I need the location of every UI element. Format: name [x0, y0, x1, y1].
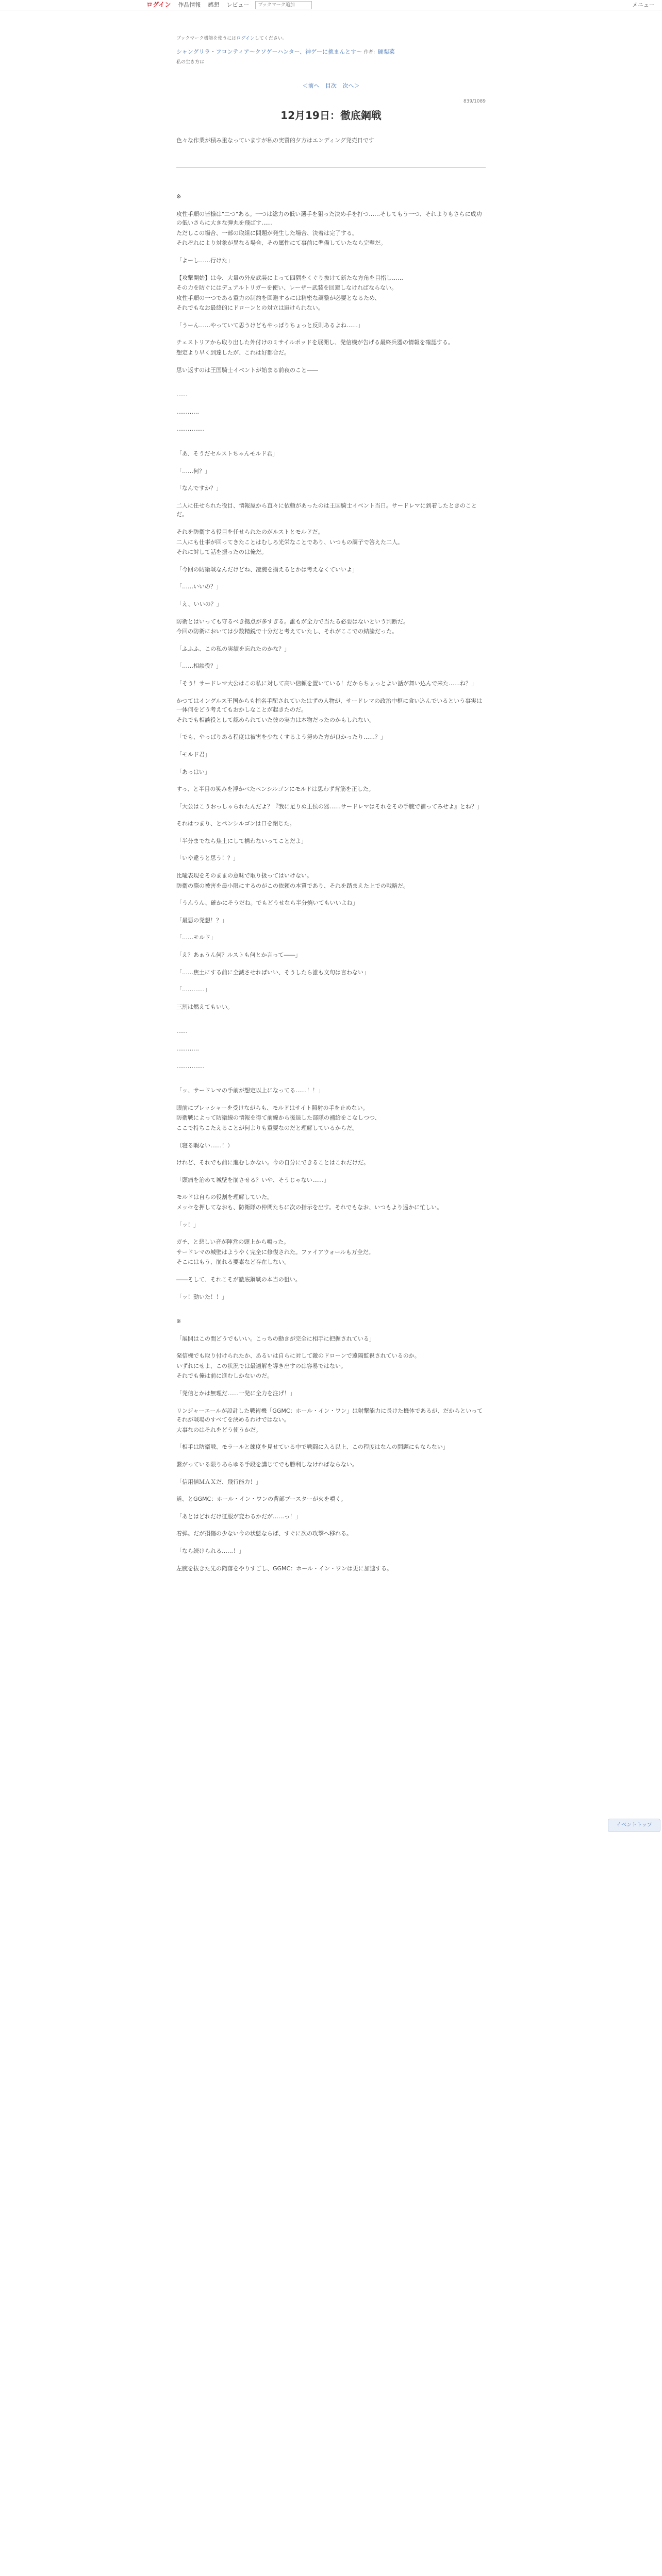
body-line: 「あとはどれだけ征服が変わるかだが……っ！」	[176, 1513, 301, 1520]
body-line: 「なら続けられる……！」	[176, 1548, 244, 1555]
body-line: それぞれにより対象が異なる場合、その属性にて事前に準備していたなら完璧だ。	[176, 240, 386, 247]
body-line	[176, 1268, 486, 1270]
bookmark-notice	[176, 35, 486, 42]
body-line	[176, 846, 486, 849]
episode-pager	[176, 81, 486, 91]
body-line	[176, 760, 486, 762]
body-line: いずれにせよ、この状況では最適解を導き出すのは容易ではない。	[176, 1362, 346, 1369]
body-line: ※	[176, 1318, 181, 1325]
series-title-link[interactable]: シャングリラ・フロンティア〜クソゲーハンター、神ゲーに挑まんとす〜	[176, 48, 362, 56]
body-line	[176, 829, 486, 832]
body-line	[176, 1435, 486, 1437]
body-line	[176, 1168, 486, 1171]
body-line: 想定より早く到達したが、これは好都合だ。	[176, 349, 290, 357]
episode-body	[176, 192, 486, 1573]
body-line	[176, 689, 486, 691]
body-line	[176, 249, 486, 251]
body-line: 今回の防衛においては少数精鋭で十分だと考えていたし、それがここでの結論だった。	[176, 628, 398, 635]
body-line	[176, 575, 486, 577]
episode-number: 839/1089	[463, 98, 486, 104]
body-line	[176, 1310, 486, 1312]
body-line	[176, 654, 486, 656]
body-line: 「ッ！」	[176, 1221, 199, 1228]
body-line: サードレマの城壁はようやく完全に修復された。ファイアウォールも万全だ。	[176, 1248, 374, 1256]
body-line: 二人にも仕事が回ってきたことはむしろ光栄なことであり、いつもの調子で答えた二人。	[176, 538, 403, 546]
body-line: 「大公はこうおっしゃられたんだよ？『我に足りぬ王侯の器……サードレマはそれをその手腕で補ってみせよ』とね？」	[176, 803, 483, 810]
body-line	[176, 1285, 486, 1287]
body-line	[176, 359, 486, 361]
body-line: 「あ、そうだセルストちゃんモルド君」	[176, 450, 278, 457]
body-line	[176, 1134, 486, 1136]
body-line: 「なんですか？」	[176, 485, 222, 492]
body-line	[176, 376, 486, 378]
notice-login-link[interactable]: ログイン	[236, 36, 255, 41]
body-line: それでもなお最終的にドローンとの対立は避けられない。	[176, 304, 324, 312]
body-line	[176, 926, 486, 928]
series-header	[176, 47, 486, 57]
body-line	[176, 795, 486, 797]
body-line	[176, 1487, 486, 1489]
body-line	[176, 592, 486, 595]
body-line	[176, 672, 486, 674]
body-line: …………	[176, 1045, 199, 1053]
body-line: それでも俺は前に進むしかないのだ。	[176, 1372, 273, 1380]
body-line	[176, 494, 486, 496]
body-line	[176, 864, 486, 866]
body-line: 「うーん……やっていて思うけどもやっぱりちょっと反則あるよね……」	[176, 321, 363, 329]
body-line	[176, 1399, 486, 1401]
body-line: ガチ、と悲しい音が陣営の頭上から鳴った。	[176, 1239, 290, 1246]
body-line	[176, 331, 486, 333]
body-line: 「頭痛を治めて城壁を崩させる？いや、そうじゃない……」	[176, 1176, 329, 1183]
body-line	[176, 1302, 486, 1304]
body-line	[176, 1213, 486, 1215]
body-line	[176, 400, 486, 402]
body-line: 比喩表現をそのままの意味で取り扱ってはいけない。	[176, 872, 312, 879]
body-line: 道、とGGMC：ホール・イン・ワンの背部ブースターが火を噴く。	[176, 1496, 346, 1503]
chapter-subtitle: 私の生き方は	[176, 59, 205, 65]
body-line: 「……いいの？」	[176, 583, 222, 590]
body-line	[176, 1230, 486, 1232]
body-line: 防衛の際の被害を最小限にするのがこの依頼の本質であり、それを踏まえた上での戦略だ。	[176, 882, 409, 889]
episode-preface: 色々な作業が積み重なっていますが私の実質的夕方はエンディング発売日です	[176, 137, 374, 144]
nav-link-comments[interactable]: 感想	[208, 1, 220, 8]
login-link[interactable]: ログイン	[146, 1, 171, 8]
body-line: 【攻撃開始】は今、大量の外皮武装によって四隅をくぐり抜けて新たな方角を目指し……	[176, 274, 403, 281]
body-line: ……	[176, 1028, 188, 1035]
index-link[interactable]: 目次	[325, 82, 337, 90]
body-line: 「モルド君」	[176, 751, 210, 758]
body-line	[176, 1453, 486, 1455]
body-line: 攻性手順の皆様は"二つ"ある。一つは総力の低い選手を狙った決め手を打つ……そしてもう一つ、それよりもさらに成功の低いさらに大きな弾丸を飛ばす……	[176, 210, 482, 227]
user-menu-button[interactable]: メニュー	[632, 1, 655, 8]
body-line: 三割は燃えてもいい。	[176, 1003, 233, 1010]
site-logo[interactable]	[146, 0, 171, 10]
body-line: 着弾。だが損傷の少ない今の状態ならば、すぐに次の攻撃へ移れる。	[176, 1530, 352, 1537]
body-line: ――そして、それこそが徹底鋼戦の本当の狙い。	[176, 1276, 301, 1283]
body-line: 思い返すのは王国騎士イベントが始まる前夜のこと――	[176, 366, 318, 374]
body-line	[176, 891, 486, 893]
body-line: かつてはイングルス王国からも指名手配されていたはずの人物が、サードレマの政治中枢に食い込んでいるという事実は一体何をどう考えてもおかしなことが起きたのだ。	[176, 697, 483, 714]
body-line: 「ッ、サードレマの手前が想定以上になってる……！！」	[176, 1087, 324, 1094]
body-line: 左腕を抜きた先の陥落をやりすごし、GGMC：ホール・イン・ワンは更に加速する。	[176, 1565, 392, 1572]
body-line: リンジャーエールが設計した戦術機「GGMC：ホール・イン・ワン」は射撃能力に長けた機体であるが、だからといってそれが戦場のすべてを決めるわけではない。	[176, 1407, 483, 1423]
body-line: …………	[176, 408, 199, 415]
prev-episode-link[interactable]: ＜前へ	[302, 82, 320, 90]
novel-content	[176, 10, 486, 1574]
body-line: 防衛とはいっても守るべき拠点が多すぎる。誰もが全力で当たる必要はないという判断だ。	[176, 618, 409, 625]
body-line	[176, 460, 486, 462]
body-line	[176, 812, 486, 814]
body-line: メッセを押してなおも、防衛隊の仲間たちに次の指示を出す。それでもなお、いつもより遥かに忙しい。	[176, 1204, 443, 1211]
author-prefix: 作者：	[363, 50, 378, 56]
nav-link-reviews[interactable]: レビュー	[226, 1, 250, 8]
body-line: 発信機でも取り付けられたか、あるいは自らに対して敵のドローンで遠隔監視されているのか。	[176, 1352, 420, 1360]
body-line: 二人に任せられた役目、情報屋から直々に依頼があったのは王国騎士イベント当日。サードレマに到着したときのことだ。	[176, 502, 477, 518]
body-line	[176, 477, 486, 479]
body-line: ……	[176, 391, 188, 398]
body-line	[176, 1020, 486, 1022]
body-line	[176, 266, 486, 268]
body-line	[176, 202, 486, 205]
body-line	[176, 743, 486, 745]
body-line: 攻性手順の一つである重力の制約を回避するには精密な調整が必要となるため、	[176, 294, 380, 301]
nav-link-info[interactable]: 作品情報	[178, 1, 201, 8]
body-line: 繋がっている限りあらゆる手段を講じてでも勝利しなければならない。	[176, 1461, 358, 1468]
body-line: 「ッ！動いた！！」	[176, 1293, 227, 1300]
body-line	[176, 1072, 486, 1074]
body-line	[176, 1344, 486, 1346]
body-line: 「え、いいの？」	[176, 600, 222, 607]
author-link[interactable]: 硬梨菜	[377, 48, 395, 56]
body-line: 「相手は防衛戦、モラールと練度を見せている中で戦闘に入る以上、この程度はなんの問題にもならない」	[176, 1444, 449, 1451]
body-line: ただしこの場合、一部の取組に問題が発生した場合、決着は完了する。	[176, 229, 358, 236]
body-line	[176, 1012, 486, 1014]
body-line	[176, 417, 486, 419]
body-line: 「え？あぁうん何？ルストも何とか言って――」	[176, 952, 301, 959]
body-line: （寝る暇ない……！）	[176, 1142, 233, 1149]
body-line: 「最悪の発想！？」	[176, 917, 227, 924]
body-line: その力を防ぐにはデュアルトリガーを使い、レーザー武装を回避しなければならない。	[176, 284, 398, 292]
episode-title: 12月19日：徹底鋼戦	[280, 109, 382, 122]
body-line: それに対して話を振ったのは俺だ。	[176, 549, 267, 556]
body-line: モルドは自らの役割を理解していた。	[176, 1194, 273, 1201]
body-line	[176, 961, 486, 963]
body-line	[176, 435, 486, 437]
body-line	[176, 1382, 486, 1384]
body-line	[176, 978, 486, 980]
body-line: そこにはもう、崩れる要素など存在しない。	[176, 1259, 290, 1266]
event-top-tab[interactable]: イベントトップ	[608, 1819, 660, 1832]
body-line	[176, 1185, 486, 1188]
body-line	[176, 909, 486, 911]
body-line: ※	[176, 193, 181, 200]
body-line	[176, 383, 486, 385]
body-line	[176, 442, 486, 444]
body-line: 防衛戦によって防衛線の情報を得て前線から後退した部隊の補給をこなしつつ、	[176, 1114, 380, 1122]
body-line: 「発信とかは無理だ……一発に全力を注げ！」	[176, 1390, 295, 1397]
body-line	[176, 1505, 486, 1507]
body-line: 「そう！サードレマ大公はこの私に対して高い信頼を置いている！だからちょっとよい話が舞い込んで来た……ね？」	[176, 680, 477, 687]
body-line: ……………	[176, 1062, 205, 1070]
bookmark-input[interactable]	[255, 1, 312, 9]
body-line: 「信用値ＭＡＸだ、飛行能力！」	[176, 1478, 261, 1485]
body-line: それを防衛する役目を任せられたのがルストとモルドだ。	[176, 529, 324, 536]
body-line	[176, 1079, 486, 1081]
body-line	[176, 995, 486, 997]
body-line: ……………	[176, 426, 205, 433]
body-line	[176, 1327, 486, 1329]
body-line	[176, 1539, 486, 1541]
body-line: チェストリアから取り出した外付けのミサイルポッドを展開し、発信機が告げる最終兵器の情報を確認する。	[176, 339, 454, 346]
body-line	[176, 777, 486, 779]
notice-text-end: してください。	[254, 36, 287, 41]
body-line: すっ、と半目の笑みを浮かべたペンシルゴンにモルドは思わず背筋を正した。	[176, 786, 374, 793]
body-line: 「……何？」	[176, 467, 210, 474]
body-line: 眼前にプレッシャーを受けながらも、モルドはサイト照射の手を止めない。	[176, 1104, 369, 1111]
body-line	[176, 637, 486, 639]
body-line	[176, 1151, 486, 1153]
body-line: 「……モルド」	[176, 934, 216, 941]
notice-text: ブックマーク機能を使うには	[176, 36, 237, 41]
body-line	[176, 314, 486, 316]
body-line: 「……相談役？」	[176, 663, 222, 670]
body-line	[176, 1522, 486, 1524]
body-line: 「でも、やっぱりある程度は被害を少なくするよう努めた方が良かったり……？」	[176, 734, 386, 741]
body-line: 大事なのはそれをどう使うかだ。	[176, 1426, 261, 1433]
body-line: それはつまり、とペンシルゴンは口を閉じた。	[176, 820, 295, 827]
body-line: 「展開はこの間どうでもいい。こっちの動きが完全に相手に把握されている」	[176, 1335, 375, 1342]
body-line: ここで持ちこたえることが何よりも重要なのだと理解しているからだ。	[176, 1124, 358, 1131]
body-line	[176, 943, 486, 945]
body-line	[176, 1470, 486, 1472]
body-line: 「うんうん、確かにそうだね。でもどうせなら半分焼いてもいいよね」	[176, 900, 358, 907]
body-line	[176, 1037, 486, 1039]
next-episode-link[interactable]: 次へ＞	[342, 82, 360, 90]
body-line	[176, 725, 486, 727]
top-navigation-bar	[0, 0, 662, 10]
body-line: 「……焦土にする前に全滅させればいい、そうしたら誰も文句は言わない」	[176, 969, 369, 976]
body-line: 「今回の防衛戦なんだけどね、凄腕を揃えるとかは考えなくていいよ」	[176, 566, 358, 573]
body-line	[176, 1096, 486, 1098]
body-line	[176, 520, 486, 522]
body-line: 「いや違うと思う！？」	[176, 855, 239, 862]
body-line: けれど、それでも前に進むしかない。今の自分にできることはこれだけだ。	[176, 1159, 369, 1166]
body-line	[176, 610, 486, 612]
body-line: それでも相談役として認められていた彼の実力は本物だったのかもしれない。	[176, 716, 375, 723]
body-line	[176, 558, 486, 560]
body-line: 「ふふふ、この私の実績を忘れたのかな？」	[176, 645, 290, 652]
body-line	[176, 1055, 486, 1057]
body-line: 「半分までなら焦土にして構わないってことだよ」	[176, 837, 307, 844]
body-line: 「…………」	[176, 986, 210, 993]
body-line	[176, 1557, 486, 1559]
body-line: 「よーし……行けた」	[176, 257, 233, 264]
body-line: 「あっはい」	[176, 768, 210, 775]
